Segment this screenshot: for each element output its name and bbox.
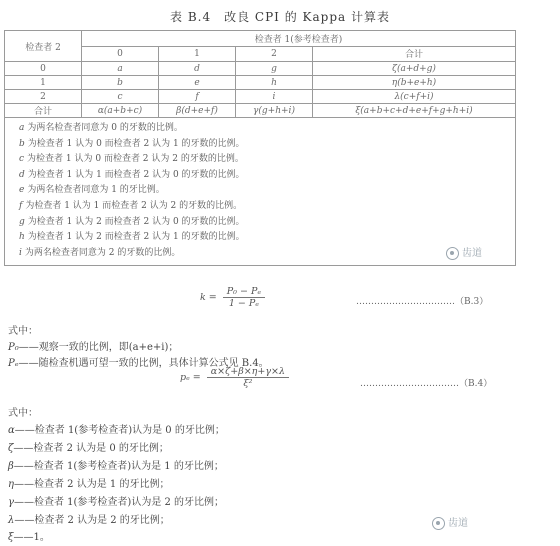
table-row: [5, 62, 516, 76]
note-line: i 为两名检查者同意为 2 的牙数的比例。: [19, 247, 181, 258]
col-header: 1: [159, 46, 236, 62]
where-label: 式中：: [8, 408, 38, 419]
note-line: g 为检查者 1 认为 2 而检查者 2 认为 0 的牙数的比例。: [19, 216, 245, 227]
note-line: c 为检查者 1 认为 0 而检查者 2 认为 2 的牙数的比例。: [19, 154, 244, 165]
equation-number-b4: ……………………………（B.4）: [360, 379, 493, 389]
note-line: h 为检查者 1 认为 2 而检查者 2 认为 1 的牙数的比例。: [19, 232, 245, 243]
watermark: 齿道: [446, 244, 482, 260]
wechat-logo-icon: [446, 247, 459, 260]
col-group-header-cell: [82, 31, 516, 47]
fraction: $\frac{\text{P₀ − Pₑ}}{\text{1 − Pₑ}}$: [223, 286, 265, 309]
definition-line: β——检查者 1(参考检查者)认为是 1 的牙比例；: [8, 461, 224, 472]
table-cell: α(a+b+c): [82, 104, 159, 118]
table-cell: h: [236, 76, 313, 90]
table-cell: f: [159, 90, 236, 104]
row-label: 1: [5, 76, 82, 90]
table-cell: ξ(a+b+c+d+e+f+g+h+i): [313, 104, 516, 118]
col-header: 合计: [313, 46, 516, 62]
kappa-table: [4, 30, 516, 266]
fraction: $\frac{\alpha\times\zeta+\beta\times\eta+\gamma\times\lambda}{\text{ξ²}}$: [207, 366, 289, 389]
row-header: 检查者 2: [25, 42, 61, 53]
definition-line: ξ——1。: [8, 532, 50, 543]
table-cell: λ(c+f+i): [313, 90, 516, 104]
col-group-header: 检查者 1(参考检查者): [254, 34, 343, 45]
row-label: 2: [5, 90, 82, 104]
formula-b4: pₑ = $\frac{\alpha\times\zeta+\beta\times\eta+\gamma\times\lambda}{\text{ξ²}}$: [180, 366, 289, 389]
row-label: 合计: [5, 104, 82, 118]
table-cell: ζ(a+d+g): [313, 62, 516, 76]
table-cell: b: [82, 76, 159, 90]
table-row: [5, 76, 516, 90]
where-label: 式中：: [8, 326, 38, 337]
table-cell: i: [236, 90, 313, 104]
table-cell: d: [159, 62, 236, 76]
definition-line: ζ——检查者 2 认为是 0 的牙比例；: [8, 443, 169, 454]
wechat-logo-icon: [432, 517, 445, 530]
definition-line: P₀——观察一致的比例，即(a+e+i)；: [8, 342, 179, 353]
table-cell: γ(g+h+i): [236, 104, 313, 118]
note-line: e 为两名检查者同意为 1 的牙比例。: [19, 185, 165, 196]
table-cell: c: [82, 90, 159, 104]
definition-line: η——检查者 2 认为是 1 的牙比例；: [8, 479, 170, 490]
table-cell: a: [82, 62, 159, 76]
table-title: 表 B.4 改良 CPI 的 Kappa 计算表: [170, 10, 390, 24]
table-cell: e: [159, 76, 236, 90]
note-line: b 为检查者 1 认为 0 而检查者 2 认为 1 的牙数的比例。: [19, 138, 245, 149]
col-header: 0: [82, 46, 159, 62]
table-row: [5, 90, 516, 104]
table-row: [5, 104, 516, 118]
note-line: a 为两名检查者同意为 0 的牙数的比例。: [19, 123, 183, 133]
definition-line: Pₑ——随检查机遇可望一致的比例，具体计算公式见 B.4。: [8, 358, 269, 369]
definition-line: λ——检查者 2 认为是 2 的牙比例；: [8, 515, 170, 526]
definition-line: γ——检查者 1(参考检查者)认为是 2 的牙比例；: [8, 497, 225, 508]
table-cell: g: [236, 62, 313, 76]
equation-number-b3: ……………………………（B.3）: [356, 297, 489, 307]
row-header-cell: [5, 31, 82, 62]
row-label: 0: [5, 62, 82, 76]
formula-b3: k = $\frac{\text{P₀ − Pₑ}}{\text{1 − Pₑ}}$: [200, 286, 265, 309]
table-cell: η(b+e+h): [313, 76, 516, 90]
note-line: f 为检查者 1 认为 1 而检查者 2 认为 2 的牙数的比例。: [19, 200, 243, 211]
table-cell: β(d+e+f): [159, 104, 236, 118]
table-notes: [5, 118, 516, 266]
definition-line: α——检查者 1(参考检查者)认为是 0 的牙比例；: [8, 425, 225, 436]
watermark: 齿道: [432, 514, 468, 530]
note-line: d 为检查者 1 认为 1 而检查者 2 认为 0 的牙数的比例。: [19, 169, 245, 180]
col-header: 2: [236, 46, 313, 62]
